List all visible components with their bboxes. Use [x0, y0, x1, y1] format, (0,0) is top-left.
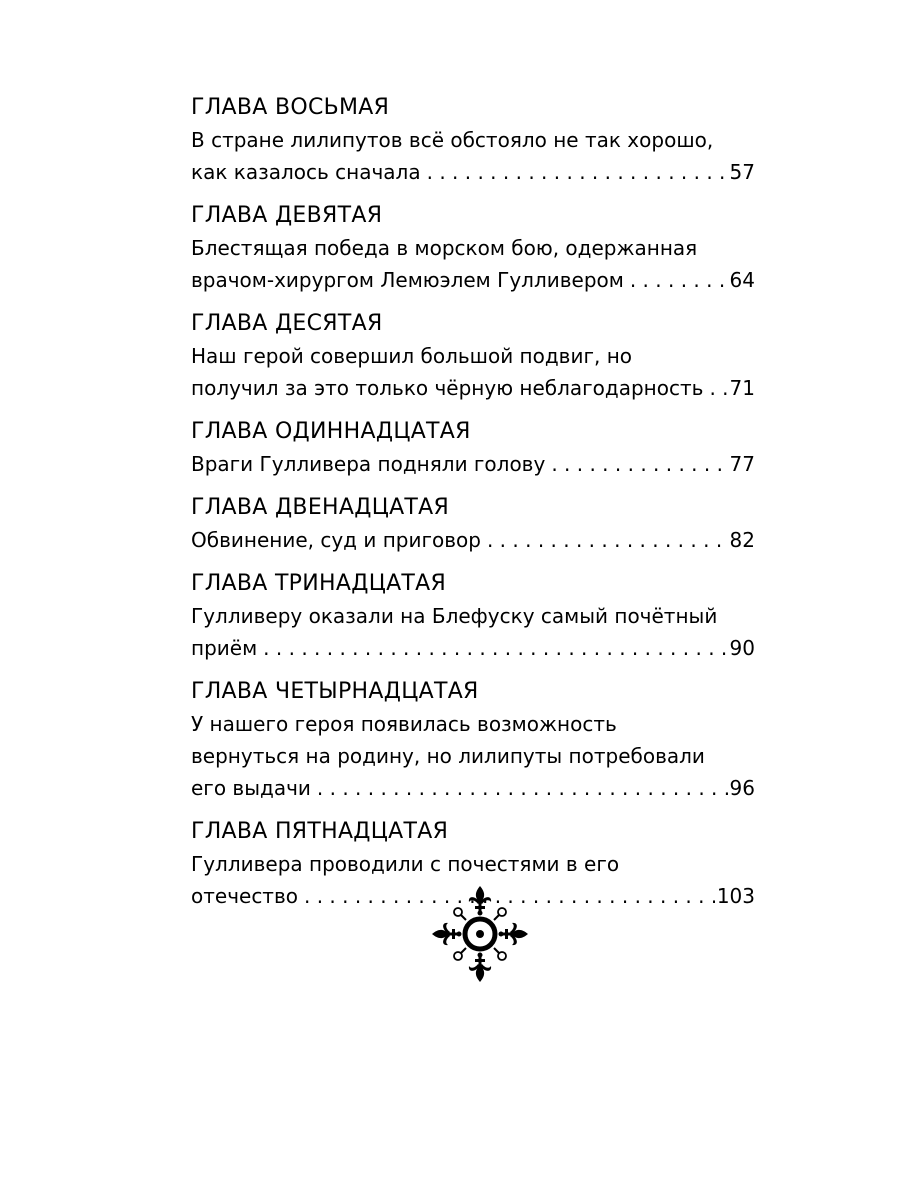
page-number: 77: [729, 452, 755, 476]
page-number: 96: [729, 776, 755, 800]
chapter-heading: ГЛАВА ВОСЬМАЯ: [191, 95, 390, 120]
dot-leader: [630, 264, 728, 296]
page-number: 71: [729, 376, 755, 400]
toc-entry: [191, 676, 755, 804]
chapter-title-line: Обвинение, суд и приговор: [191, 528, 481, 552]
chapter-title-line: его выдачи: [191, 776, 311, 800]
chapter-title-line: Враги Гулливера подняли голову: [191, 452, 546, 476]
page-number: 64: [729, 268, 755, 292]
chapter-title-line: врачом-хирургом Лемюэлем Гулливером: [191, 268, 624, 292]
chapter-title-last-line: [191, 524, 755, 556]
chapter-title-last-line: [191, 448, 755, 480]
chapter-heading: ГЛАВА ПЯТНАДЦАТАЯ: [191, 819, 449, 844]
dot-leader: [317, 772, 728, 804]
chapter-title-line: отечество: [191, 884, 298, 908]
page-number: 57: [729, 160, 755, 184]
dot-leader: [427, 156, 728, 188]
dot-leader: [263, 632, 727, 664]
toc-entry: [191, 308, 755, 404]
chapter-title-last-line: [191, 632, 755, 664]
chapter-title-line: как казалось сначала: [191, 160, 421, 184]
chapter-heading: ГЛАВА ТРИНАДЦАТАЯ: [191, 571, 447, 596]
chapter-title-line: Гулливера проводили с почестями в его: [191, 852, 620, 876]
chapter-heading: ГЛАВА ДВЕНАДЦАТАЯ: [191, 495, 450, 520]
dot-leader: [709, 372, 727, 404]
toc-entry: [191, 568, 755, 664]
chapter-title-line: В стране лилипутов всё обстояло не так хорошо,: [191, 128, 714, 152]
chapter-heading: ГЛАВА ДЕСЯТАЯ: [191, 311, 383, 336]
chapter-heading: ГЛАВА ДЕВЯТАЯ: [191, 203, 383, 228]
toc-entry: [191, 92, 755, 188]
toc-entry: [191, 416, 755, 480]
chapter-title-line: У нашего героя появилась возможность: [191, 712, 617, 736]
toc-entry: [191, 200, 755, 296]
toc-entry: [191, 492, 755, 556]
chapter-title-last-line: [191, 156, 755, 188]
chapter-title-line: Гулливеру оказали на Блефуску самый почётный: [191, 604, 718, 628]
page-number: 103: [716, 884, 755, 908]
chapter-heading: ГЛАВА ОДИННАДЦАТАЯ: [191, 419, 471, 444]
chapter-title-last-line: [191, 264, 755, 296]
page-number: 82: [729, 528, 755, 552]
page-number: 90: [729, 636, 755, 660]
chapter-title-line: вернуться на родину, но лилипуты потребовали: [191, 744, 705, 768]
dot-leader: [551, 448, 727, 480]
chapter-title-line: приём: [191, 636, 258, 660]
chapter-title-line: Блестящая победа в морском бою, одержанная: [191, 236, 698, 260]
dot-leader: [487, 524, 728, 556]
chapter-heading: ГЛАВА ЧЕТЫРНАДЦАТАЯ: [191, 679, 479, 704]
chapter-title-last-line: [191, 772, 755, 804]
chapter-title-line: Наш герой совершил большой подвиг, но: [191, 344, 633, 368]
table-of-contents: [191, 92, 755, 924]
chapter-title-line: получил за это только чёрную неблагодарность: [191, 376, 704, 400]
chapter-title-last-line: [191, 372, 755, 404]
fleur-de-lis-cross-ornament-icon: [428, 882, 532, 986]
